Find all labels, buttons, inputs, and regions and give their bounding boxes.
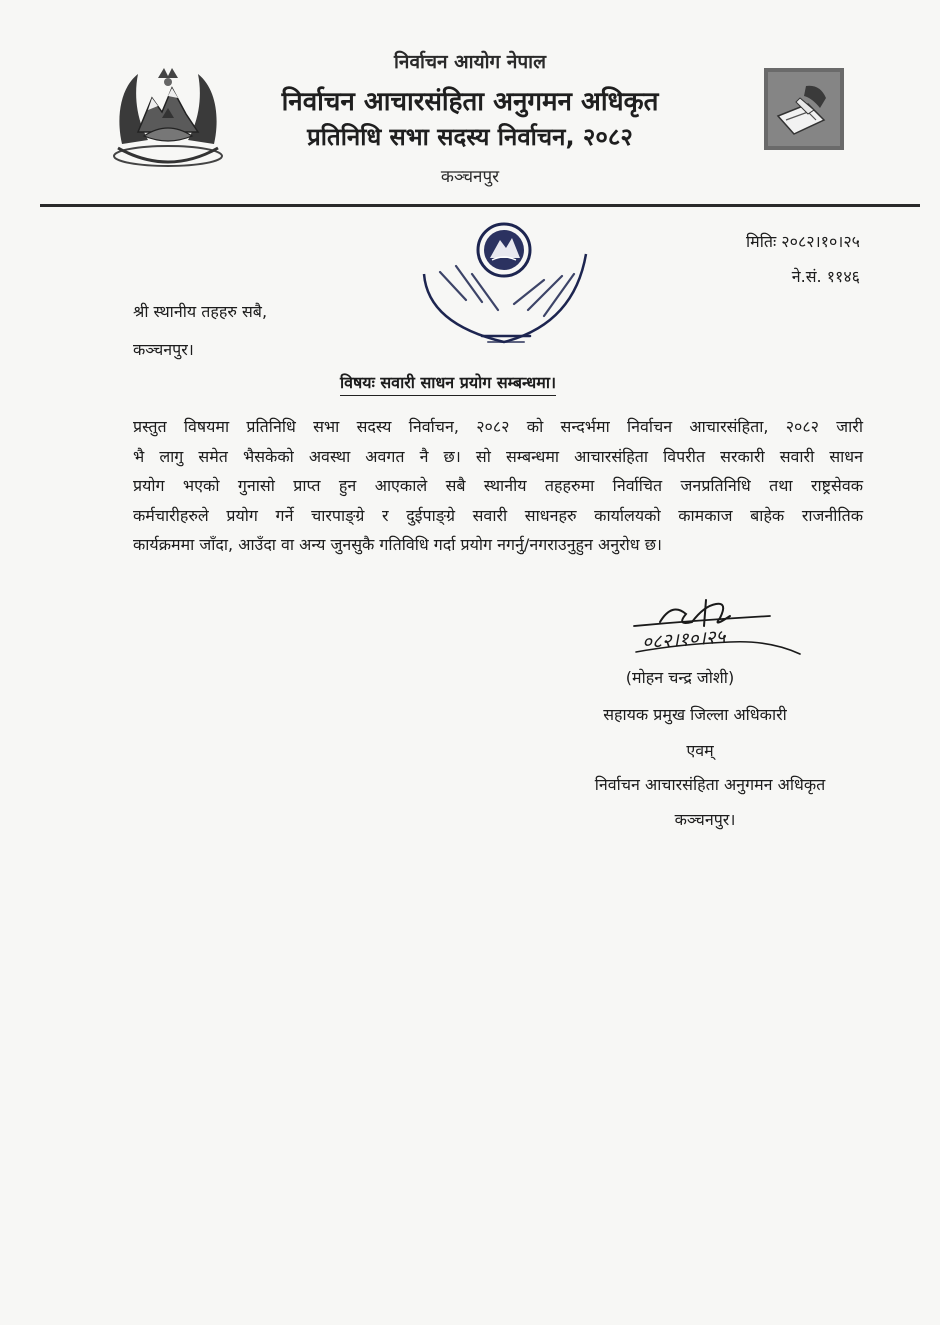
letter-date: मितिः २०८२।१०।२५: [746, 232, 860, 251]
district-name: कञ्चनपुर: [440, 167, 500, 187]
signatory-conjunction: एवम्: [686, 741, 714, 760]
signatory-title: सहायक प्रमुख जिल्ला अधिकारी: [603, 705, 787, 724]
body-line: प्रयोग भएको गुनासो प्राप्त हुन आएकाले सबै स्थानीय तहहरुमा निर्वाचित जनप्रतिनिधि तथा राष्ट्रसेवक: [133, 476, 863, 495]
nepal-sambat-date: ने.सं. ११४६: [791, 267, 860, 286]
office-title: निर्वाचन आचारसंहिता अनुगमन अधिकृत: [281, 87, 659, 117]
svg-text:०८२।१०।२५: ०८२।१०।२५: [641, 625, 727, 654]
signatory-district: कञ्चनपुर।: [674, 810, 736, 829]
addressee-line-2: कञ्चनपुर।: [133, 340, 194, 359]
handwritten-signature: [620, 596, 810, 664]
ballot-box-logo-icon: [764, 68, 844, 150]
signatory-title-2: निर्वाचन आचारसंहिता अनुगमन अधिकृत: [594, 775, 826, 794]
body-line: कर्मचारीहरुले प्रयोग गर्ने चारपाङ्ग्रे र दुईपाङ्ग्रे सवारी साधनहरु कार्यालयको कामकाज बाहेक राजनीतिक: [133, 505, 863, 525]
letter-body: [133, 412, 863, 560]
signatory-name: (मोहन चन्द्र जोशी): [625, 668, 735, 687]
addressee-line-1: श्री स्थानीय तहहरु सबै,: [133, 302, 268, 321]
body-line: भै लागु समेत भैसकेको अवस्था अवगत नै छ। सो सम्बन्धमा आचारसंहिता विपरीत सरकारी सवारी साधन: [133, 446, 863, 466]
body-line: प्रस्तुत विषयमा प्रतिनिधि सभा सदस्य निर्वाचन, २०८२ को सन्दर्भमा निर्वाचन आचारसंहिता, २०८२ जारी: [133, 417, 863, 436]
nepal-emblem-icon: [108, 58, 228, 170]
subject-line: विषयः सवारी साधन प्रयोग सम्बन्धमा।: [340, 371, 556, 396]
election-title: प्रतिनिधि सभा सदस्य निर्वाचन, २०८२: [307, 123, 633, 151]
commission-name: निर्वाचन आयोग नेपाल: [394, 51, 546, 73]
body-line: कार्यक्रममा जाँदा, आउँदा वा अन्य जुनसुकै गतिविधि गर्दा प्रयोग नगर्नु/नगराउनुहुन अनुरोध छ।: [133, 535, 662, 554]
header-divider: [40, 204, 920, 207]
official-stamp: [404, 214, 600, 354]
